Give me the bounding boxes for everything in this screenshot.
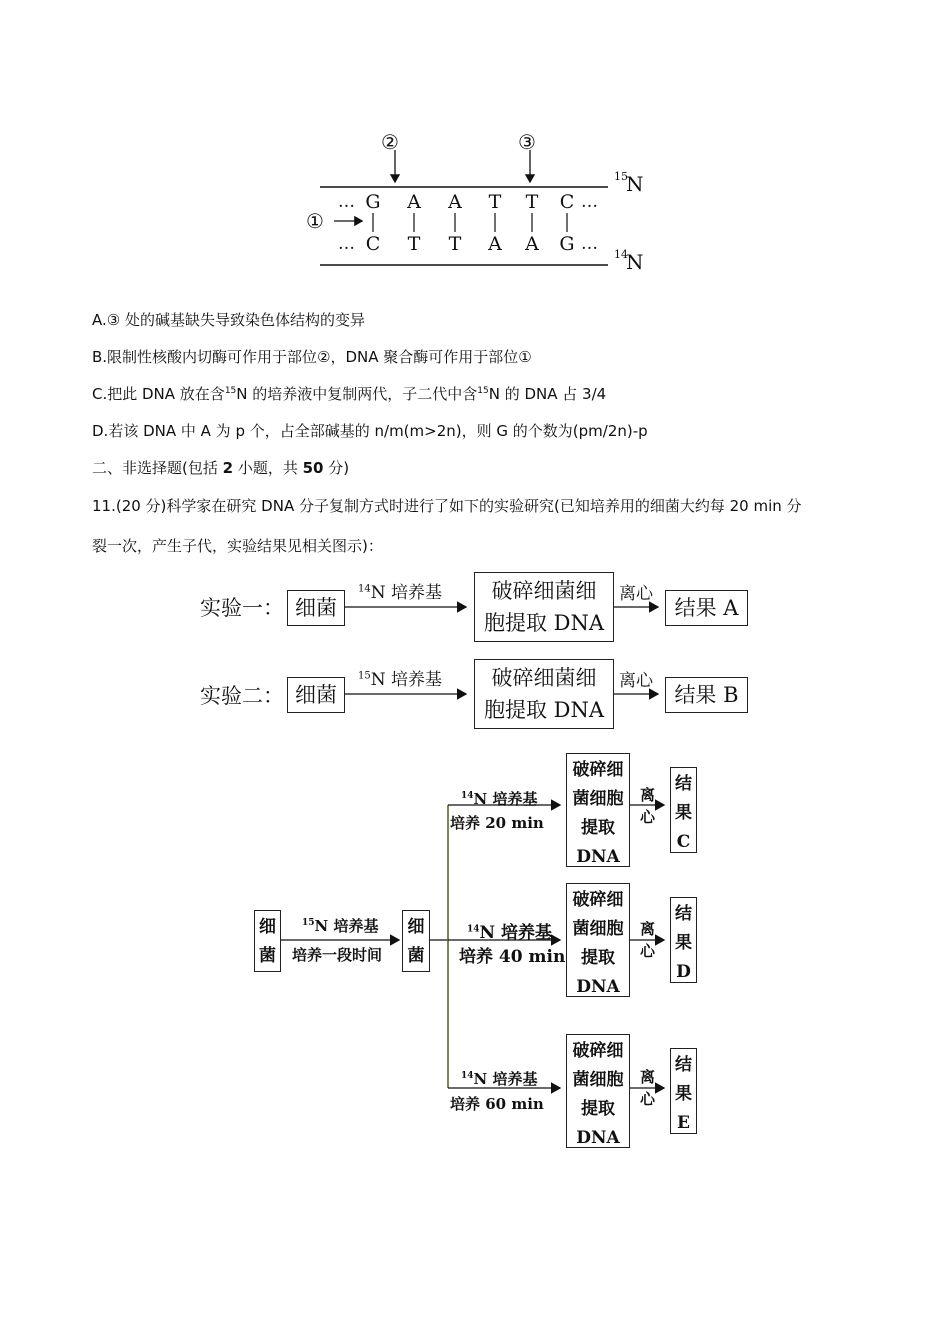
bottom-base: A: [488, 233, 502, 255]
bottom-base: C: [365, 233, 381, 255]
bottom-base: T: [448, 233, 462, 255]
top-base: T: [488, 191, 502, 213]
top-strand-isotope: 15: [614, 170, 628, 183]
exp2-process-box: 破碎细菌细 胞提取 DNA: [474, 659, 614, 729]
branch-c-step: 离 心: [640, 786, 656, 826]
exp3-first-medium: $^{15}$N 培养基: [302, 917, 379, 935]
branch-d-result-box: 结 果 D: [670, 897, 697, 983]
exp1-medium: $^{14}$N 培养基: [358, 583, 443, 603]
top-strand-label: N: [626, 172, 644, 196]
branch-e-time: 培养 60 min: [450, 1095, 544, 1113]
bottom-strand-label: N: [626, 250, 644, 274]
branch-c-result-box: 结 果 C: [670, 767, 697, 853]
branch-e-medium: $^{14}$N 培养基: [461, 1070, 538, 1088]
top-base: A: [407, 191, 421, 213]
top-base: A: [448, 191, 462, 213]
exp2-step: 离心: [619, 671, 653, 691]
exp2-medium: $^{15}$N 培养基: [358, 670, 443, 690]
bottom-base: G: [559, 233, 575, 255]
bottom-base: T: [407, 233, 421, 255]
top-ellipsis-right: …: [581, 192, 598, 212]
bottom-base: A: [525, 233, 539, 255]
branch-d-time: 培养 40 min: [459, 947, 566, 967]
bottom-strand-isotope: 14: [614, 248, 628, 261]
exp2-result-box: 结果 B: [665, 677, 748, 713]
exp1-step: 离心: [619, 584, 653, 604]
exp1-label: 实验一：: [200, 596, 284, 620]
option-b: B.限制性核酸内切酶可作用于部位②，DNA 聚合酶可作用于部位①: [92, 348, 532, 366]
top-ellipsis-left: …: [338, 192, 355, 212]
branch-c-medium: $^{14}$N 培养基: [461, 790, 538, 808]
branch-c-time: 培养 20 min: [450, 814, 544, 832]
exp1-bacteria-box: 细菌: [287, 590, 345, 626]
section-title: 二、非选择题(包括 2 小题，共 50 分): [92, 459, 350, 477]
exp2-label: 实验二：: [200, 684, 284, 708]
top-base: T: [525, 191, 539, 213]
branch-e-process-box: 破碎细 菌细胞 提取 DNA: [566, 1034, 630, 1148]
top-base: C: [559, 191, 575, 213]
branch-e-result-box: 结 果 E: [670, 1048, 697, 1134]
option-d: D.若该 DNA 中 A 为 p 个，占全部碱基的 n/m(m>2n)，则 G 的个数为(pm/2n)-p: [92, 422, 648, 440]
exp3-bacteria-start: 细 菌: [254, 910, 281, 972]
bottom-ellipsis-right: …: [581, 234, 598, 254]
question-line-1: 11.(20 分)科学家在研究 DNA 分子复制方式时进行了如下的实验研究(已知培养用的细菌大约每 20 min 分: [92, 497, 802, 515]
exp3-bacteria-mid: 细 菌: [402, 910, 430, 972]
option-a: A.③ 处的碱基缺失导致染色体结构的变异: [92, 311, 365, 329]
branch-d-medium: $^{14}$N 培养基: [467, 923, 552, 943]
exp3-first-time: 培养一段时间: [292, 946, 383, 964]
top-base: G: [365, 191, 381, 213]
exp1-result-box: 结果 A: [665, 590, 748, 626]
exp1-process-box: 破碎细菌细 胞提取 DNA: [474, 572, 614, 642]
exp2-bacteria-box: 细菌: [287, 677, 345, 713]
marker-3: ③: [518, 130, 536, 154]
branch-c-process-box: 破碎细 菌细胞 提取 DNA: [566, 753, 630, 867]
bottom-ellipsis-left: …: [338, 234, 355, 254]
branch-e-step: 离 心: [640, 1068, 656, 1108]
branch-d-process-box: 破碎细 菌细胞 提取 DNA: [566, 883, 630, 997]
marker-1: ①: [306, 209, 324, 233]
option-c: C.把此 DNA 放在含$^{15}$N 的培养液中复制两代，子二代中含$^{15}$N 的 DNA 占 3/4: [92, 385, 607, 403]
marker-2: ②: [381, 130, 399, 154]
question-line-2: 裂一次，产生子代，实验结果见相关图示)：: [92, 537, 383, 555]
dna-strand-lines: [0, 0, 950, 300]
branch-d-step: 离 心: [640, 920, 656, 960]
